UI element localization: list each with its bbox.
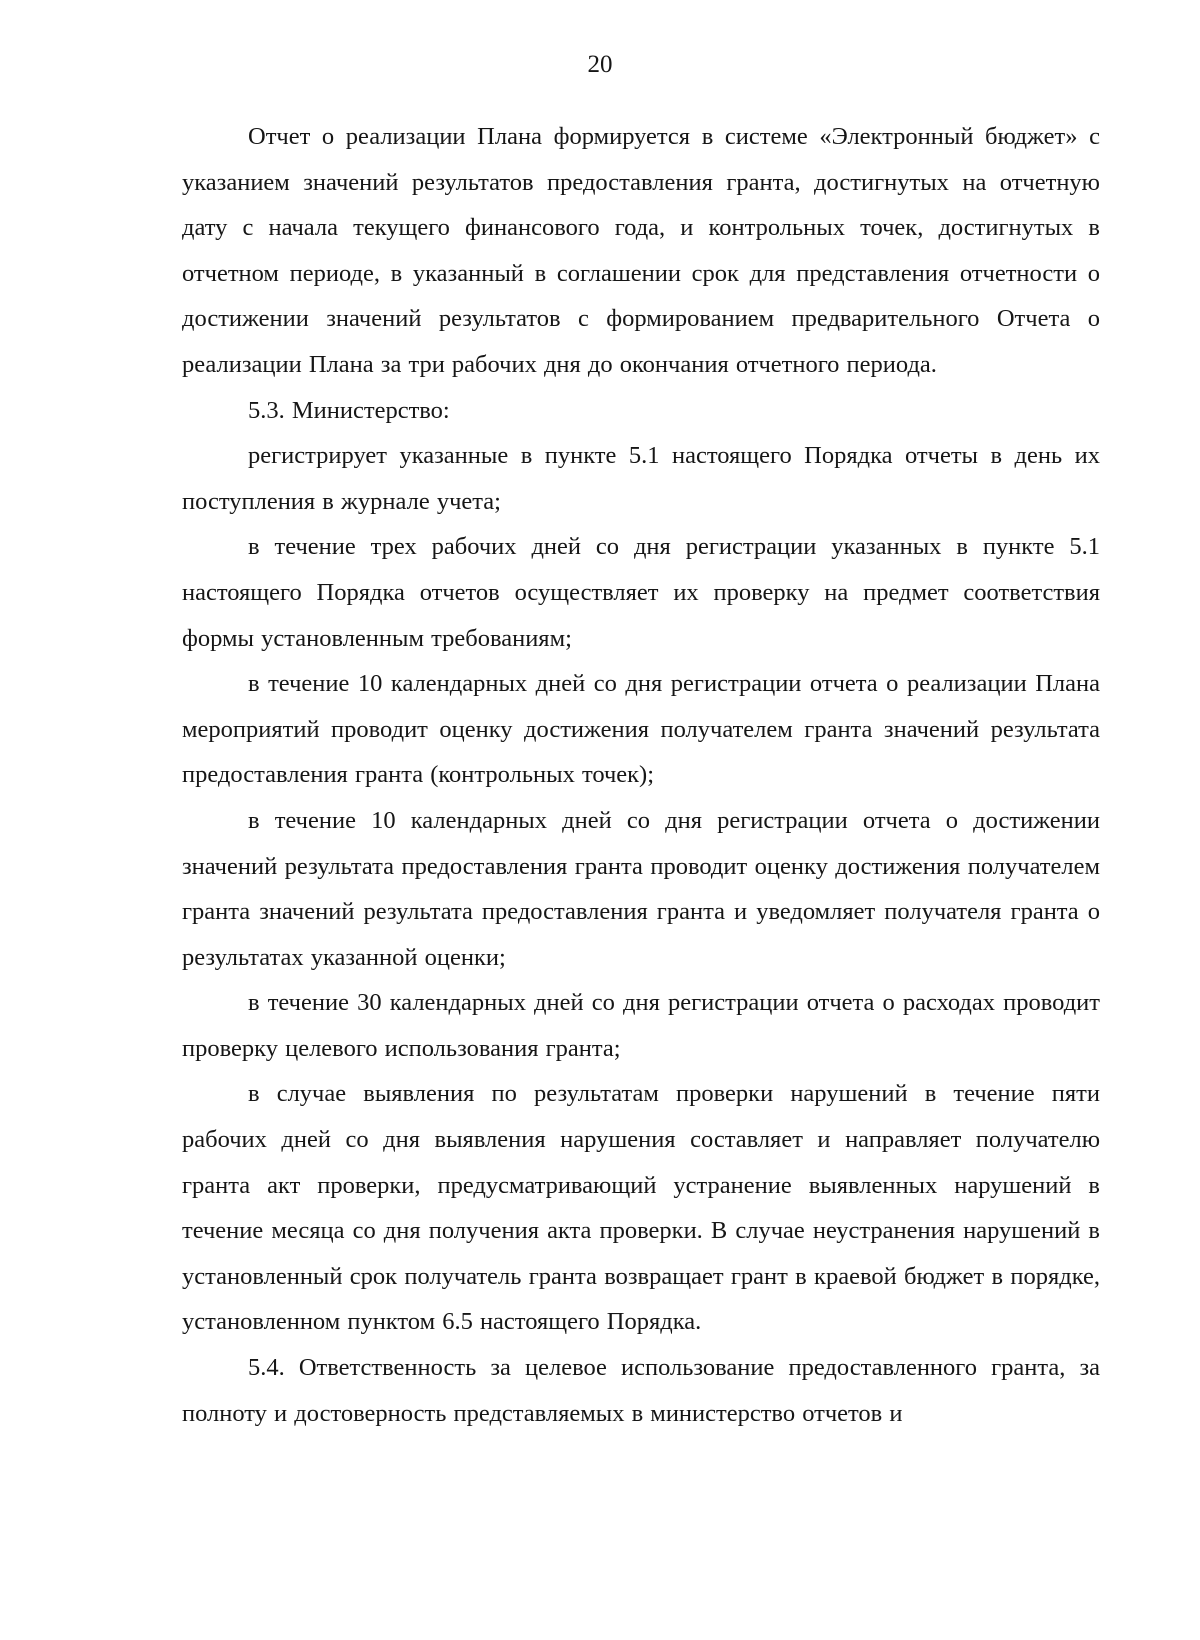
paragraph-results-evaluation: в течение 10 календарных дней со дня регистрации отчета о достижении значений результата предоставления гранта проводит оценку достижения получателем гранта значений результата предоставления гранта и уведомляет получателя гранта о результатах указанной оценки; bbox=[182, 806, 1100, 971]
paragraph-registration: регистрирует указанные в пункте 5.1 настоящего Порядка отчеты в день их поступления в журнале учета; bbox=[182, 442, 1100, 515]
paragraph-section-5-4-responsibility: 5.4. Ответственность за целевое использование предоставленного гранта, за полноту и достоверность представляемых в министерство отчетов и bbox=[182, 1354, 1100, 1427]
paragraph-expense-check: в течение 30 календарных дней со дня регистрации отчета о расходах проводит проверку целевого использования гранта; bbox=[182, 989, 1100, 1062]
paragraph-section-5-3-heading: 5.3. Министерство: bbox=[248, 396, 450, 424]
paragraph-plan-evaluation: в течение 10 календарных дней со дня регистрации отчета о реализации Плана мероприятий проводит оценку достижения получателем гранта значений результата предоставления гранта (контрольных точек); bbox=[182, 670, 1100, 789]
document-body bbox=[182, 114, 1100, 1436]
paragraph-report-formation: Отчет о реализации Плана формируется в системе «Электронный бюджет» с указанием значений результатов предоставления гранта, достигнутых на отчетную дату с начала текущего финансового года, и контрольных точек, достигнутых в отчетном периоде, в указанный в соглашении срок для представления отчетности о достижении значений результатов с формированием предварительного Отчета о реализации Плана за три рабочих дня до окончания отчетного периода. bbox=[182, 123, 1100, 378]
paragraph-violations: в случае выявления по результатам проверки нарушений в течение пяти рабочих дней со дня выявления нарушения составляет и направляет получателю гранта акт проверки, предусматривающий устранение выявленных нарушений в течение месяца со дня получения акта проверки. В случае неустранения нарушений в установленный срок получатель гранта возвращает грант в краевой бюджет в порядке, установленном пунктом 6.5 настоящего Порядка. bbox=[182, 1080, 1100, 1336]
paragraph-form-check: в течение трех рабочих дней со дня регистрации указанных в пункте 5.1 настоящего Порядка отчетов осуществляет их проверку на предмет соответствия формы установленным требованиям; bbox=[182, 533, 1100, 652]
page-number: 20 bbox=[587, 51, 613, 78]
